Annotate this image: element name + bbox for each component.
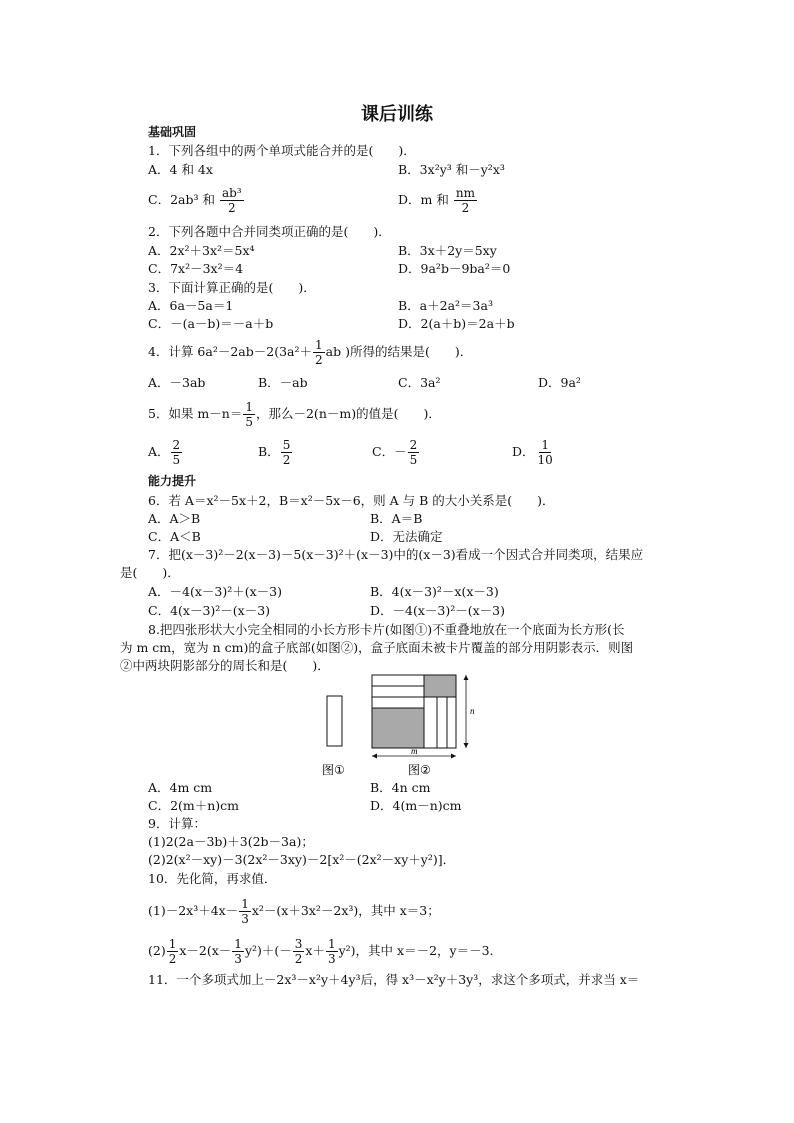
- fig1-caption: 图①: [322, 763, 345, 777]
- q10-part1: (1)－2x³＋4x－ $\frac{1}{3}$ x²－(x＋3x²－2x³)，其中 x＝3；: [148, 897, 440, 926]
- q9-part2: (2)2(x²－xy)－3(2x²－3xy)－2[x²－(2x²－xy＋y²)]．: [148, 852, 456, 867]
- q8-option-d: D．4(m－n)cm: [370, 798, 462, 813]
- q7-stem-line2: 是( )．: [120, 565, 180, 580]
- q1-option-b: B．3x²y³ 和－y²x³: [398, 162, 505, 177]
- q3-stem: 3．下面计算正确的是( )．: [148, 280, 316, 295]
- q6-option-d: D．无法确定: [370, 529, 443, 544]
- q2-option-c: C．7x²－3x²＝4: [148, 261, 244, 276]
- q1-stem: 1．下列各组中的两个单项式能合并的是( )．: [148, 143, 416, 158]
- q3-option-a: A．6a－5a＝1: [148, 298, 234, 313]
- fig2-shaded-top-right: [424, 675, 456, 697]
- fig2-shaded-bottom-left: [372, 708, 424, 748]
- q8-option-b: B．4n cm: [370, 780, 431, 795]
- page-title: 课后训练: [361, 104, 433, 125]
- q4-stem: 4．计算 6a²－2ab－2(3a²＋ $\frac{1}{2}$ ab )所得的结果是( )．: [148, 338, 473, 367]
- q7-option-b: B．4(x－3)²－x(x－3): [370, 584, 499, 599]
- q7-stem-line1: 7．把(x－3)²－2(x－3)－5(x－3)²＋(x－3)中的(x－3)看成一个因式合并同类项，结果应: [148, 547, 644, 562]
- q1-option-a: A．4 和 4x: [148, 162, 213, 177]
- section-basic: 基础巩固: [148, 125, 197, 139]
- q8-stem-line2: 为 m cm，宽为 n cm)的盒子底部(如图②)，盒子底面未被卡片覆盖的部分用阴影表示．则图: [120, 640, 634, 655]
- q6-option-c: C．A＜B: [148, 529, 201, 544]
- q2-option-b: B．3x＋2y＝5xy: [398, 243, 497, 258]
- q1-option-c: [148, 186, 245, 215]
- q8-option-a: A．4m cm: [148, 780, 213, 795]
- fig2-caption: 图②: [408, 763, 431, 777]
- fig2-label-m: m: [411, 746, 418, 756]
- q3-option-c: C．－(a－b)＝－a＋b: [148, 316, 274, 331]
- q6-option-b: B．A＝B: [370, 511, 423, 526]
- q4-option-b: B．－ab: [258, 375, 308, 390]
- q5-option-a: A． $\frac{2}{5}$: [148, 438, 181, 467]
- q11-stem: 11．一个多项式加上－2x³－x²y＋4y³后，得 x³－x²y＋3y³，求这个多项式，并求当 x＝: [148, 972, 640, 987]
- q4-option-c: C．3a²: [398, 375, 441, 390]
- q3-option-b: B．a＋2a²＝3a³: [398, 298, 493, 313]
- q8-stem-line1: 8.把四张形状大小完全相同的小长方形卡片(如图①)不重叠地放在一个底面为长方形(长: [148, 622, 625, 637]
- q2-option-a: A．2x²＋3x²＝5x⁴: [148, 243, 255, 258]
- q5-option-c: C．－ $\frac{2}{5}$: [372, 438, 418, 467]
- q6-stem: 6．若 A＝x²－5x＋2，B＝x²－5x－6，则 A 与 B 的大小关系是( )．: [148, 493, 555, 508]
- q4-option-d: D．9a²: [538, 375, 581, 390]
- q1-option-d: [398, 186, 478, 215]
- q8-stem-line3: ②中两块阴影部分的周长和是( )．: [120, 658, 330, 673]
- section-advanced: 能力提升: [148, 474, 197, 488]
- q6-option-a: A．A＞B: [148, 511, 201, 526]
- q7-option-a: A．－4(x－3)²＋(x－3): [148, 584, 283, 599]
- q7-option-d: D．－4(x－3)²－(x－3): [370, 603, 505, 618]
- q2-option-d: D．9a²b－9ba²＝0: [398, 261, 511, 276]
- q3-option-d: D．2(a＋b)＝2a＋b: [398, 316, 515, 331]
- fig1-card: [327, 696, 342, 746]
- q5-option-d: D． $\frac{1}{10}$: [512, 438, 553, 467]
- q4-fraction: $\frac{1}{2}$: [315, 338, 323, 367]
- q1-d-text: D．m 和: [398, 192, 449, 207]
- q5-stem: 5．如果 m－n＝ $\frac{1}{5}$ ，那么－2(n－m)的值是( )．: [148, 400, 441, 429]
- q9-part1: (1)2(2a－3b)＋3(2b－3a)；: [148, 834, 314, 849]
- q7-option-c: C．4(x－3)²－(x－3): [148, 603, 271, 618]
- q4-option-a: A．－3ab: [148, 375, 206, 390]
- q1-d-fraction: $\frac{nm}{2}$: [455, 186, 475, 215]
- q1-c-text: C．2ab³ 和: [148, 192, 215, 207]
- fig2-label-n: n: [470, 706, 475, 716]
- q8-figure: [320, 670, 480, 782]
- q5-option-b: B． $\frac{5}{2}$: [258, 438, 291, 467]
- q5-fraction: $\frac{1}{5}$: [245, 400, 253, 429]
- q10-part2: (2) $\frac{1}{2}$ x－2(x－ $\frac{1}{3}$ y²)＋(－ $\frac{3}{2}$ x＋ $\frac{1}{3}$ y²)，其中 x＝－2，y＝－3.: [148, 937, 494, 966]
- q2-stem: 2．下列各题中合并同类项正确的是( )．: [148, 224, 391, 239]
- q1-c-fraction: $\frac{\text{ab³}}{2}$: [221, 186, 242, 215]
- q10-stem: 10．先化简，再求值．: [148, 871, 277, 886]
- q9-stem: 9．计算：: [148, 816, 206, 831]
- q8-option-c: C．2(m＋n)cm: [148, 798, 240, 813]
